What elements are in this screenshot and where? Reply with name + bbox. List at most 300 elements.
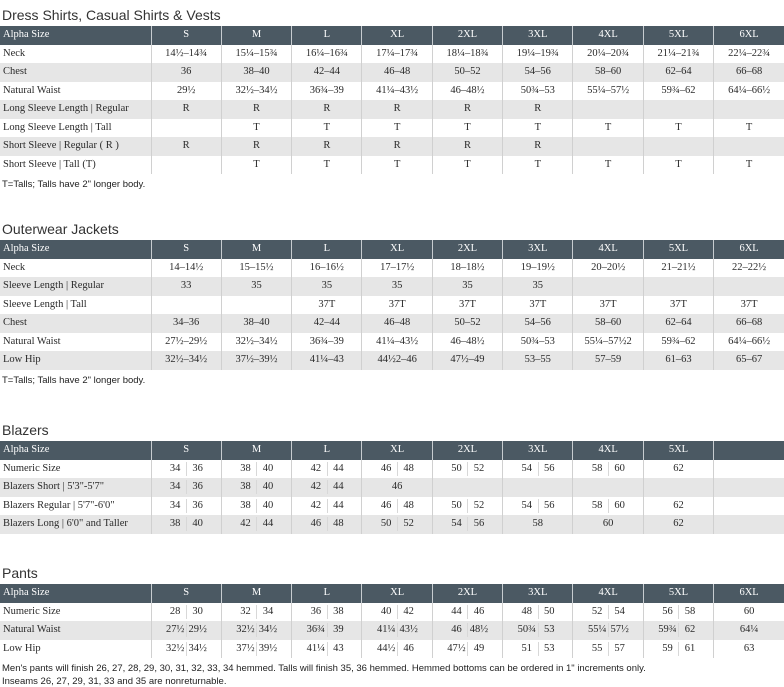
size-cell: 62 — [643, 497, 713, 516]
row-label: Natural Waist — [3, 335, 61, 347]
size-cell — [573, 100, 643, 119]
size-value: 41¼ — [376, 624, 396, 636]
size-cell: R — [151, 137, 221, 156]
header-size-s: S — [151, 584, 221, 603]
size-cell: 64¼–66½ — [714, 82, 784, 101]
size-value: 59 — [662, 642, 673, 654]
size-cell: 58–60 — [573, 314, 643, 333]
size-pair — [433, 642, 502, 656]
header-size-l: L — [292, 441, 362, 460]
size-pair — [222, 642, 291, 656]
size-value: 38 — [327, 605, 349, 619]
size-value: 40 — [380, 605, 392, 617]
size-value: 44 — [327, 499, 349, 513]
size-cell — [292, 478, 362, 497]
size-cell: 46–48½ — [432, 82, 502, 101]
size-cell — [432, 621, 502, 640]
size-cell — [503, 603, 573, 622]
size-cell: 32½–34½ — [151, 351, 221, 370]
size-cell: T — [362, 119, 432, 138]
header-size-4xl: 4XL — [573, 26, 643, 45]
footnote: Men's pants will finish 26, 27, 28, 29, 30, 31, 32, 33, 34 hemmed. Talls will finish 35, 36 hemmed. Hemmed bottoms can be ordered in 1" increments only. — [2, 663, 646, 674]
size-value: 42 — [310, 481, 322, 493]
table-row — [0, 63, 784, 82]
size-cell: T — [503, 156, 573, 175]
size-cell — [573, 137, 643, 156]
size-pair — [573, 462, 642, 476]
size-value: 46 — [397, 642, 419, 656]
size-value: 44 — [327, 480, 349, 494]
size-cell: 36¾–39 — [292, 333, 362, 352]
size-pair — [573, 623, 642, 637]
size-value: 32 — [240, 605, 251, 617]
size-cell — [151, 296, 221, 315]
size-cell: T — [221, 156, 291, 175]
size-table — [0, 584, 784, 658]
header-size-l: L — [292, 240, 362, 259]
size-value: 42 — [397, 605, 419, 619]
size-value: 51 — [521, 642, 533, 654]
size-cell — [292, 603, 362, 622]
header-size-m: M — [221, 584, 291, 603]
row-label: Natural Waist — [3, 624, 61, 636]
size-cell — [362, 621, 432, 640]
header-size-4xl: 4XL — [573, 584, 643, 603]
size-cell — [714, 515, 784, 534]
size-value: 46 — [380, 499, 392, 511]
size-cell — [714, 100, 784, 119]
size-value: 40 — [256, 499, 278, 513]
size-value: 52 — [397, 517, 419, 531]
size-value: 56 — [538, 462, 560, 476]
size-cell — [362, 497, 432, 516]
size-pair — [152, 462, 221, 476]
header-size-l: L — [292, 26, 362, 45]
size-cell: 37½–39½ — [221, 351, 291, 370]
size-cell: 33 — [151, 277, 221, 296]
size-cell: 37T — [432, 296, 502, 315]
size-value: 48 — [397, 499, 419, 513]
size-pair — [433, 499, 502, 513]
size-cell: 42–44 — [292, 63, 362, 82]
size-cell: 62–64 — [643, 314, 713, 333]
size-cell: 32½–34½ — [221, 333, 291, 352]
size-value: 48 — [397, 462, 419, 476]
size-cell: 21–21½ — [643, 259, 713, 278]
size-pair — [292, 623, 361, 637]
header-alpha-size: Alpha Size — [3, 29, 50, 41]
size-cell: 16–16½ — [292, 259, 362, 278]
section-pants — [0, 562, 784, 687]
size-value: 34 — [169, 481, 181, 493]
size-cell — [714, 137, 784, 156]
table-header-row — [0, 26, 784, 45]
size-cell: 38–40 — [221, 314, 291, 333]
footnote: T=Talls; Talls have 2" longer body. — [2, 374, 146, 386]
size-cell — [573, 277, 643, 296]
size-pair — [362, 517, 431, 531]
size-pair — [152, 480, 221, 494]
size-cell — [362, 640, 432, 659]
size-cell — [643, 478, 713, 497]
size-value: 39 — [327, 623, 349, 637]
size-value: 46 — [451, 624, 462, 636]
size-cell: 59¾–62 — [643, 333, 713, 352]
header-size-4xl: 4XL — [573, 441, 643, 460]
header-size-4xl: 4XL — [573, 240, 643, 259]
size-cell: R — [221, 100, 291, 119]
size-value: 48 — [521, 605, 533, 617]
size-cell — [151, 460, 221, 479]
size-value: 38 — [240, 499, 251, 511]
size-value: 58 — [591, 462, 603, 474]
size-cell — [292, 640, 362, 659]
size-cell — [362, 515, 432, 534]
size-value: 50 — [538, 605, 560, 619]
size-cell: 32½–34½ — [221, 82, 291, 101]
row-label: Blazers Short | 5'3"-5'7" — [3, 481, 105, 493]
size-pair — [362, 462, 431, 476]
size-pair — [573, 499, 642, 513]
header-size-5xl: 5XL — [643, 584, 713, 603]
size-pair — [292, 642, 361, 656]
size-value: 28 — [169, 605, 181, 617]
size-pair — [433, 623, 502, 637]
size-value: 52 — [591, 605, 603, 617]
size-pair — [503, 499, 572, 513]
size-cell — [292, 497, 362, 516]
size-value: 38 — [169, 518, 181, 530]
row-label: Short Sleeve | Tall (T) — [3, 158, 96, 170]
size-cell: R — [503, 100, 573, 119]
size-value: 54 — [521, 462, 533, 474]
table-row — [0, 296, 784, 315]
size-cell: 20–20½ — [573, 259, 643, 278]
size-cell: 54–56 — [503, 314, 573, 333]
size-cell — [292, 515, 362, 534]
size-cell: 50–52 — [432, 314, 502, 333]
header-alpha-size: Alpha Size — [3, 243, 50, 255]
size-value: 43 — [327, 642, 349, 656]
size-value: 38 — [240, 481, 251, 493]
table-header-row — [0, 240, 784, 259]
size-cell: 54–56 — [503, 63, 573, 82]
size-cell: 15–15½ — [221, 259, 291, 278]
size-cell: 44½2–46 — [362, 351, 432, 370]
size-cell — [221, 460, 291, 479]
size-value: 54 — [608, 605, 630, 619]
size-value: 42 — [240, 518, 251, 530]
size-pair — [644, 623, 713, 637]
size-cell — [573, 603, 643, 622]
size-cell — [151, 640, 221, 659]
size-cell: 64¼ — [714, 621, 784, 640]
size-cell — [643, 100, 713, 119]
size-cell: 58–60 — [573, 63, 643, 82]
size-cell: 18–18½ — [432, 259, 502, 278]
size-value: 44 — [451, 605, 462, 617]
size-cell — [573, 621, 643, 640]
size-cell: 37T — [292, 296, 362, 315]
header-size-blank — [714, 441, 784, 460]
size-value: 53 — [538, 623, 560, 637]
size-pair — [362, 623, 431, 637]
header-size-2xl: 2XL — [432, 240, 502, 259]
size-pair — [433, 462, 502, 476]
size-pair — [222, 623, 291, 637]
header-size-3xl: 3XL — [503, 584, 573, 603]
row-label: Numeric Size — [3, 462, 61, 474]
size-cell: R — [362, 137, 432, 156]
size-pair — [362, 499, 431, 513]
size-cell — [503, 460, 573, 479]
size-value: 56 — [538, 499, 560, 513]
row-label: Blazers Long | 6'0" and Taller — [3, 518, 128, 530]
size-cell — [362, 603, 432, 622]
row-label: Long Sleeve Length | Regular — [3, 103, 129, 115]
size-cell: 21¼–21¾ — [643, 45, 713, 64]
size-pair — [152, 605, 221, 619]
size-cell — [221, 296, 291, 315]
size-cell: T — [643, 156, 713, 175]
size-cell: 34–36 — [151, 314, 221, 333]
size-cell — [432, 478, 502, 497]
size-cell — [643, 137, 713, 156]
size-value: 27½ — [165, 624, 185, 636]
row-label: Numeric Size — [3, 605, 61, 617]
size-cell — [432, 460, 502, 479]
table-row — [0, 259, 784, 278]
section-title: Pants — [2, 565, 38, 581]
size-cell: 53–55 — [503, 351, 573, 370]
size-pair — [152, 642, 221, 656]
size-value: 47½ — [447, 642, 466, 654]
size-cell: 37T — [573, 296, 643, 315]
size-pair — [503, 642, 572, 656]
size-cell: T — [221, 119, 291, 138]
table-row — [0, 460, 784, 479]
size-value: 52 — [467, 462, 489, 476]
size-cell: 36¾–39 — [292, 82, 362, 101]
size-cell: 46–48 — [362, 314, 432, 333]
size-value: 55 — [591, 642, 603, 654]
size-cell: 29½ — [151, 82, 221, 101]
size-value: 46 — [310, 518, 322, 530]
header-size-m: M — [221, 441, 291, 460]
row-label: Chest — [3, 317, 27, 329]
size-cell: 20¼–20¾ — [573, 45, 643, 64]
size-value: 50 — [451, 462, 462, 474]
size-cell: 19¼–19¾ — [503, 45, 573, 64]
footnote: Inseams 26, 27, 29, 31, 33 and 35 are nonreturnable. — [2, 676, 227, 687]
footnote: T=Talls; Talls have 2" longer body. — [2, 179, 146, 190]
size-pair — [292, 480, 361, 494]
size-value: 39½ — [256, 642, 278, 656]
size-cell: 37T — [503, 296, 573, 315]
size-cell: 64¼–66½ — [714, 333, 784, 352]
size-value: 41¼ — [306, 642, 325, 654]
size-pair — [503, 462, 572, 476]
header-size-5xl: 5XL — [643, 26, 713, 45]
size-value: 40 — [186, 517, 208, 531]
size-cell: 17¼–17¾ — [362, 45, 432, 64]
table-row — [0, 497, 784, 516]
size-value: 29½ — [186, 623, 208, 637]
row-label: Neck — [3, 261, 26, 273]
size-cell: T — [573, 156, 643, 175]
size-value: 38 — [240, 462, 251, 474]
size-value: 48½ — [467, 623, 489, 637]
size-value: 56 — [467, 517, 489, 531]
header-size-3xl: 3XL — [503, 26, 573, 45]
size-cell: 55¼–57½2 — [573, 333, 643, 352]
size-cell — [432, 515, 502, 534]
header-size-6xl: 6XL — [714, 584, 784, 603]
size-cell: T — [292, 119, 362, 138]
size-cell: R — [432, 137, 502, 156]
size-value: 50 — [451, 499, 462, 511]
size-value: 60 — [608, 499, 630, 513]
size-value: 42 — [310, 462, 322, 474]
table-row — [0, 45, 784, 64]
size-cell — [151, 515, 221, 534]
size-cell — [714, 460, 784, 479]
size-cell — [573, 478, 643, 497]
size-value: 36¾ — [306, 624, 325, 636]
table-row — [0, 333, 784, 352]
size-cell: 62 — [643, 515, 713, 534]
size-pair — [573, 642, 642, 656]
size-cell: T — [643, 119, 713, 138]
size-value: 52 — [467, 499, 489, 513]
size-cell — [503, 497, 573, 516]
size-value: 61 — [678, 642, 700, 656]
header-size-xl: XL — [362, 584, 432, 603]
size-cell — [503, 621, 573, 640]
size-cell: 50¾–53 — [503, 333, 573, 352]
size-pair — [433, 605, 502, 619]
size-cell: 50¾–53 — [503, 82, 573, 101]
size-value: 36 — [186, 462, 208, 476]
header-size-3xl: 3XL — [503, 441, 573, 460]
size-cell: 57–59 — [573, 351, 643, 370]
size-cell — [573, 640, 643, 659]
size-value: 36 — [186, 480, 208, 494]
size-cell — [714, 478, 784, 497]
size-value: 62 — [678, 623, 700, 637]
size-value: 49 — [467, 642, 489, 656]
section-title: Outerwear Jackets — [2, 221, 119, 237]
header-size-s: S — [151, 26, 221, 45]
size-cell: 18¼–18¾ — [432, 45, 502, 64]
size-cell: R — [362, 100, 432, 119]
size-value: 34 — [169, 499, 181, 511]
size-cell: 47½–49 — [432, 351, 502, 370]
size-cell — [151, 621, 221, 640]
table-row — [0, 603, 784, 622]
size-cell: 66–68 — [714, 314, 784, 333]
table-row — [0, 621, 784, 640]
table-row — [0, 351, 784, 370]
size-value: 59¾ — [658, 624, 677, 636]
size-cell: 50–52 — [432, 63, 502, 82]
size-value: 57 — [608, 642, 630, 656]
size-value: 36 — [186, 499, 208, 513]
size-cell — [151, 603, 221, 622]
size-value: 44 — [327, 462, 349, 476]
size-pair — [503, 623, 572, 637]
size-cell — [573, 460, 643, 479]
header-size-xl: XL — [362, 441, 432, 460]
header-size-2xl: 2XL — [432, 26, 502, 45]
table-row — [0, 156, 784, 175]
size-pair — [292, 462, 361, 476]
row-label: Low Hip — [3, 354, 41, 366]
size-cell: 15¼–15¾ — [221, 45, 291, 64]
size-cell — [643, 277, 713, 296]
size-value: 34 — [169, 462, 181, 474]
size-value: 50¾ — [517, 624, 536, 636]
size-table — [0, 240, 784, 370]
size-cell — [643, 640, 713, 659]
size-value: 42 — [310, 499, 322, 511]
size-cell: 35 — [503, 277, 573, 296]
size-cell — [432, 603, 502, 622]
row-label: Blazers Regular | 5'7"-6'0" — [3, 499, 115, 511]
size-cell — [292, 460, 362, 479]
size-cell: 19–19½ — [503, 259, 573, 278]
table-row — [0, 119, 784, 138]
header-size-6xl: 6XL — [714, 240, 784, 259]
size-table — [0, 26, 784, 174]
table-header-row — [0, 584, 784, 603]
size-cell: 38–40 — [221, 63, 291, 82]
size-pair — [152, 499, 221, 513]
size-value: 46 — [380, 462, 392, 474]
size-value: 55¼ — [587, 624, 607, 636]
size-value: 46 — [467, 605, 489, 619]
row-label: Sleeve Length | Tall — [3, 298, 87, 310]
size-cell: 17–17½ — [362, 259, 432, 278]
size-cell: T — [292, 156, 362, 175]
size-cell: 35 — [221, 277, 291, 296]
header-size-s: S — [151, 240, 221, 259]
size-cell: 55¼–57½ — [573, 82, 643, 101]
size-cell: 35 — [432, 277, 502, 296]
size-pair — [152, 517, 221, 531]
row-label: Natural Waist — [3, 84, 61, 96]
size-cell: 22–22½ — [714, 259, 784, 278]
header-size-5xl: 5XL — [643, 240, 713, 259]
table-row — [0, 82, 784, 101]
size-cell — [221, 497, 291, 516]
size-cell: T — [714, 119, 784, 138]
section-blazers — [0, 419, 784, 534]
section-outerwear-jackets — [0, 218, 784, 387]
size-cell: 62–64 — [643, 63, 713, 82]
size-value: 53 — [538, 642, 560, 656]
size-pair — [644, 605, 713, 619]
size-pair — [222, 499, 291, 513]
size-cell: 35 — [362, 277, 432, 296]
size-value: 43½ — [397, 623, 419, 637]
size-cell: R — [432, 100, 502, 119]
size-cell: T — [432, 156, 502, 175]
size-cell: 41¼–43 — [292, 351, 362, 370]
size-cell: 62 — [643, 460, 713, 479]
size-value: 44½ — [376, 642, 396, 654]
size-pair — [222, 462, 291, 476]
